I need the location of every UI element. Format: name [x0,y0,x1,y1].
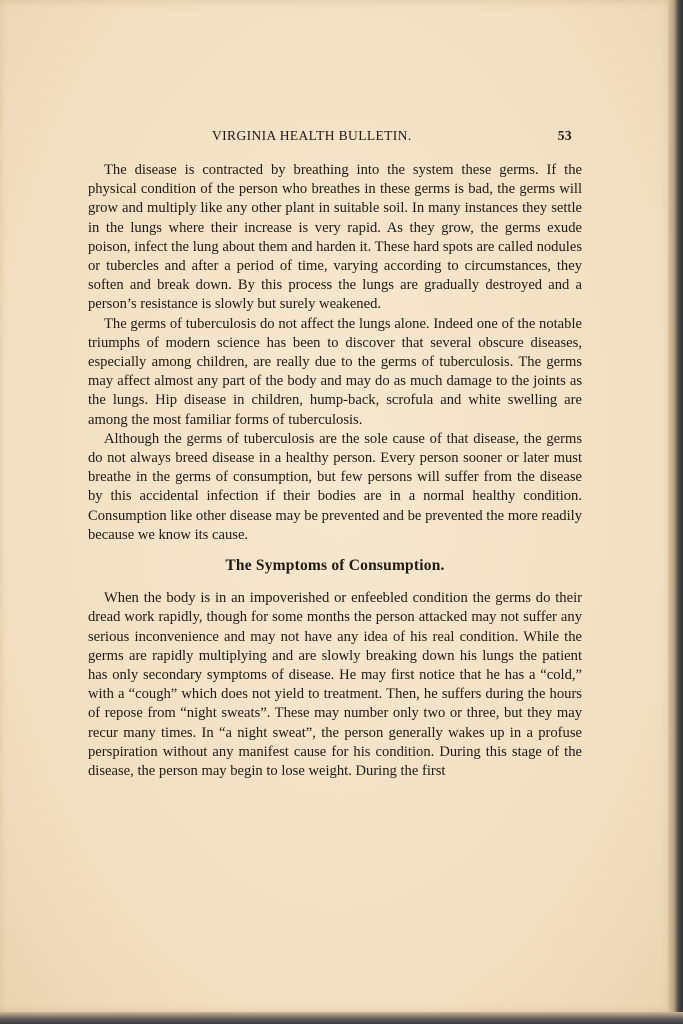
page-edge-right [668,0,683,1024]
page-number: 53 [557,128,572,143]
body-text [88,161,582,781]
paragraph-germs-affect: The germs of tuberculosis do not affect the lungs alone. Indeed one of the notable triumphs of modern science has been to discover that several obscure diseases, especially among children, are really due to the germs of tuberculosis. The germs may affect almost any part of the body and may do as much damage to the joints as the lungs. Hip disease in children, hump-back, scrofula and white swelling are among the most familiar forms of tuberculosis. [88,315,582,428]
section-heading: The Symptoms of Consumption. [225,557,445,575]
paragraph-symptoms: When the body is in an impoverished or enfeebled condition the germs do their dread work rapidly, though for some months the person attacked may not suffer any serious inconvenience and may not have any idea of his real condition. While the germs are rapidly multiplying and are slowly breaking down his lungs the patient has only secondary symptoms of disease. He may first notice that he has a “cold,” with a “cough” which does not yield to treatment. Then, he suffers during the hours of repose from “night sweats”. These may number only two or three, but they may recur many times. In “a night sweat”, the person generally wakes up in a profuse perspiration without any manifest cause for his condition. During this stage of the disease, the person may begin to lose weight. During the first [88,590,582,780]
paragraph-sole-cause: Although the germs of tuberculosis are the sole cause of that disease, the germs do not always breed disease in a healthy person. Every person sooner or later must breathe in the germs of consumption, but few persons will suffer from the disease by this accidental infection if their bodies are in a normal healthy condition. Consumption like other disease may be prevented and be prevented the more readily because we know its cause. [88,430,582,543]
paragraph-disease-contracted: The disease is contracted by breathing into the system these germs. If the physical condition of the person who breathes in these germs is bad, the germs will grow and multiply like any other plant in suitable soil. In many instances they settle in the lungs where their increase is very rapid. As they grow, the germs exude poison, infect the lung about them and harden it. These hard spots are called nodules or tubercles and after a period of time, varying according to circumstances, they soften and break down. By this process the lungs are gradually destroyed and a person’s resistance is slowly but surely weakened. [88,162,582,313]
running-header [92,128,584,148]
bulletin-title: VIRGINIA HEALTH BULLETIN. [212,128,412,143]
page-edge-bottom [0,1012,683,1024]
